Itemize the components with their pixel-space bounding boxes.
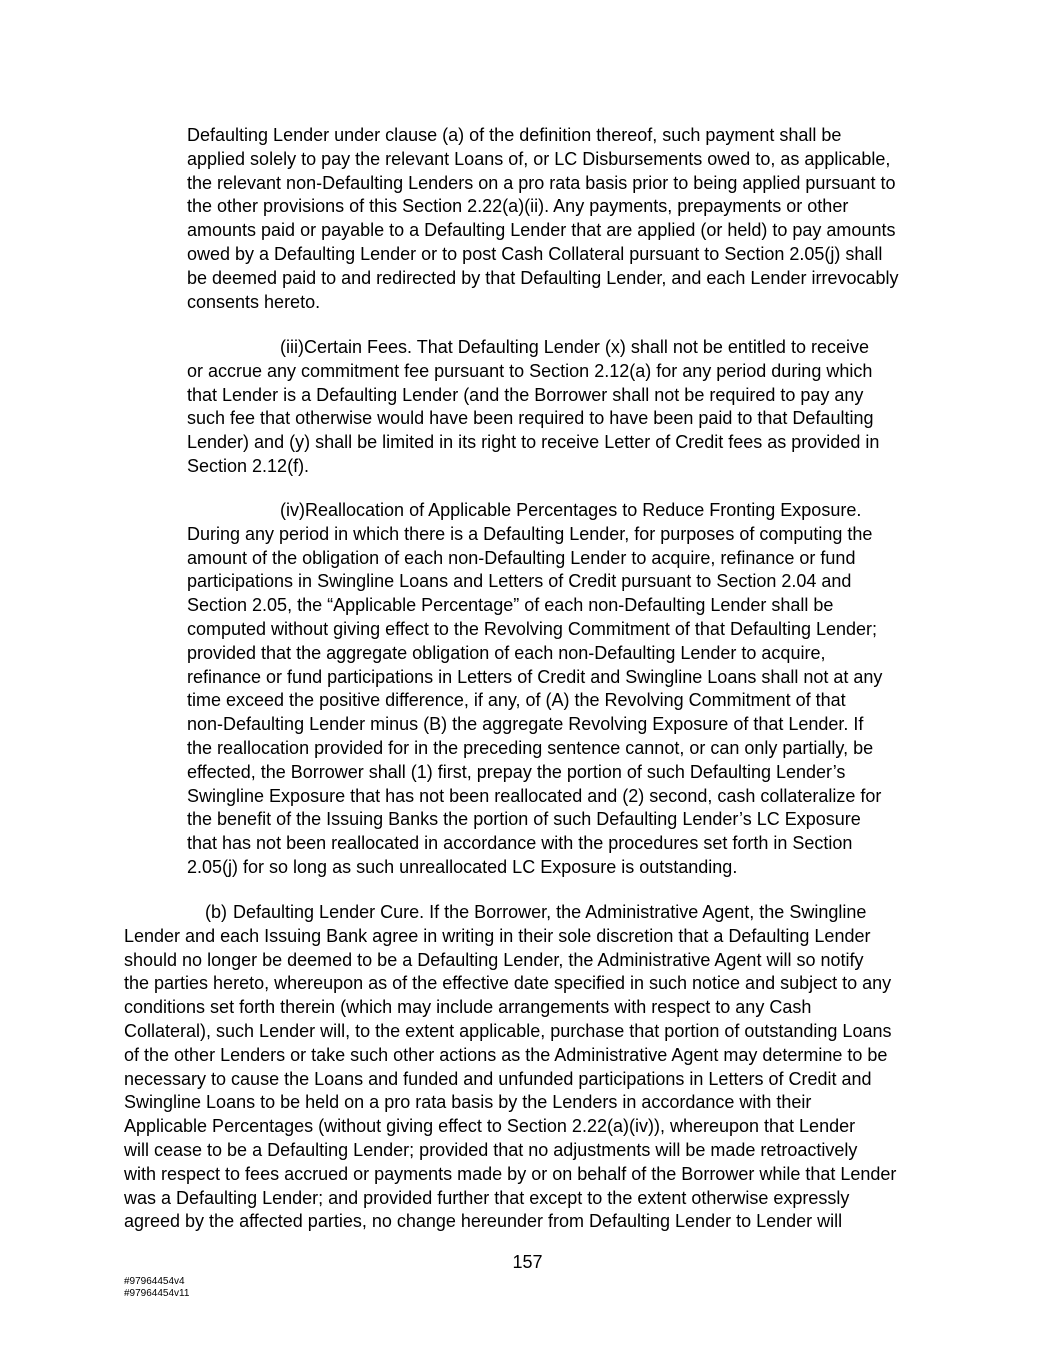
- text-line: Lender and each Issuing Bank agree in writing in their sole discretion that a Defaulting Lender: [124, 925, 871, 946]
- text-line: Swingline Loans to be held on a pro rata basis by the Lenders in accordance with their: [124, 1092, 812, 1113]
- clause-heading-text: Certain Fees. That Defaulting Lender (x) shall not be entitled to receive: [304, 337, 869, 357]
- text-line: Section 2.12(f).: [187, 455, 310, 476]
- text-line: with respect to fees accrued or payments made by or on behalf of the Borrower while that Lender: [124, 1163, 897, 1184]
- document-id: #97964454v11: [124, 1288, 190, 1299]
- text-line: that has not been reallocated in accordance with the procedures set forth in Section: [187, 833, 853, 854]
- clause-label: (b): [205, 902, 227, 922]
- clause-heading-text: Reallocation of Applicable Percentages to Reduce Fronting Exposure.: [305, 500, 862, 520]
- text-line: owed by a Defaulting Lender or to post Cash Collateral pursuant to Section 2.05(j) shall: [187, 243, 883, 264]
- continuation-paragraph: [187, 124, 898, 314]
- clause-first-line: [124, 901, 896, 925]
- text-line: effected, the Borrower shall (1) first, prepay the portion of such Defaulting Lender’s: [187, 761, 846, 782]
- clause-iii-certain-fees: [187, 336, 879, 479]
- text-line: necessary to cause the Loans and funded and unfunded participations in Letters of Credit and: [124, 1068, 872, 1089]
- text-line: was a Defaulting Lender; and provided further that except to the extent otherwise expressly: [124, 1187, 850, 1208]
- text-line: the parties hereto, whereupon as of the effective date specified in such notice and subject to any: [124, 973, 892, 994]
- text-line: will cease to be a Defaulting Lender; provided that no adjustments will be made retroactively: [124, 1139, 858, 1160]
- text-line: time exceed the positive difference, if any, of (A) the Revolving Commitment of that: [187, 690, 846, 711]
- clause-heading-text: Defaulting Lender Cure. If the Borrower, the Administrative Agent, the Swingline: [233, 902, 867, 922]
- clause-iv-reallocation: [187, 499, 882, 880]
- text-line: applied solely to pay the relevant Loans of, or LC Disbursements owed to, as applicable,: [187, 148, 891, 169]
- document-id: #97964454v4: [124, 1276, 185, 1287]
- text-line: computed without giving effect to the Revolving Commitment of that Defaulting Lender;: [187, 618, 878, 639]
- text-line: participations in Swingline Loans and Letters of Credit pursuant to Section 2.04 and: [187, 571, 852, 592]
- clause-label: (iii): [280, 337, 304, 357]
- text-line: that Lender is a Defaulting Lender (and the Borrower shall not be required to pay any: [187, 384, 864, 405]
- clause-first-line: [187, 499, 882, 523]
- clause-b-defaulting-lender-cure: [124, 901, 896, 1234]
- page-number: 157: [512, 1252, 543, 1272]
- text-line: Section 2.05, the “Applicable Percentage” of each non-Defaulting Lender shall be: [187, 595, 834, 616]
- text-line: 2.05(j) for so long as such unreallocated LC Exposure is outstanding.: [187, 856, 738, 877]
- clause-first-line: [187, 336, 879, 360]
- text-line: Applicable Percentages (without giving effect to Section 2.22(a)(iv)), whereupon that Lender: [124, 1116, 856, 1137]
- clause-label: (iv): [280, 500, 305, 520]
- text-line: During any period in which there is a Defaulting Lender, for purposes of computing the: [187, 523, 873, 544]
- text-line: be deemed paid to and redirected by that Defaulting Lender, and each Lender irrevocably: [187, 267, 899, 288]
- text-line: such fee that otherwise would have been required to have been paid to that Defaulting: [187, 408, 874, 429]
- text-line: provided that the aggregate obligation of each non-Defaulting Lender to acquire,: [187, 642, 826, 663]
- text-line: conditions set forth therein (which may include arrangements with respect to any Cash: [124, 997, 812, 1018]
- text-line: of the other Lenders or take such other actions as the Administrative Agent may determine to be: [124, 1044, 888, 1065]
- text-line: or accrue any commitment fee pursuant to Section 2.12(a) for any period during which: [187, 360, 873, 381]
- text-line: amount of the obligation of each non-Defaulting Lender to acquire, refinance or fund: [187, 547, 856, 568]
- text-line: should no longer be deemed to be a Defaulting Lender, the Administrative Agent will so notify: [124, 949, 864, 970]
- text-line: Collateral), such Lender will, to the extent applicable, purchase that portion of outstanding Loans: [124, 1020, 892, 1041]
- text-line: the benefit of the Issuing Banks the portion of such Defaulting Lender’s LC Exposure: [187, 809, 861, 830]
- text-line: Defaulting Lender under clause (a) of the definition thereof, such payment shall be: [187, 125, 842, 145]
- text-line: Lender) and (y) shall be limited in its right to receive Letter of Credit fees as provided in: [187, 432, 880, 453]
- text-line: amounts paid or payable to a Defaulting Lender that are applied (or held) to pay amounts: [187, 220, 896, 241]
- text-line: Swingline Exposure that has not been reallocated and (2) second, cash collateralize for: [187, 785, 882, 806]
- text-line: agreed by the affected parties, no change hereunder from Defaulting Lender to Lender will: [124, 1211, 843, 1232]
- text-line: non-Defaulting Lender minus (B) the aggregate Revolving Exposure of that Lender. If: [187, 714, 864, 735]
- text-line: the reallocation provided for in the preceding sentence cannot, or can only partially, be: [187, 737, 874, 758]
- text-line: the other provisions of this Section 2.22(a)(ii). Any payments, prepayments or other: [187, 196, 849, 217]
- text-line: the relevant non-Defaulting Lenders on a pro rata basis prior to being applied pursuant to: [187, 172, 896, 193]
- text-line: refinance or fund participations in Letters of Credit and Swingline Loans shall not at any: [187, 666, 883, 687]
- text-line: consents hereto.: [187, 291, 321, 312]
